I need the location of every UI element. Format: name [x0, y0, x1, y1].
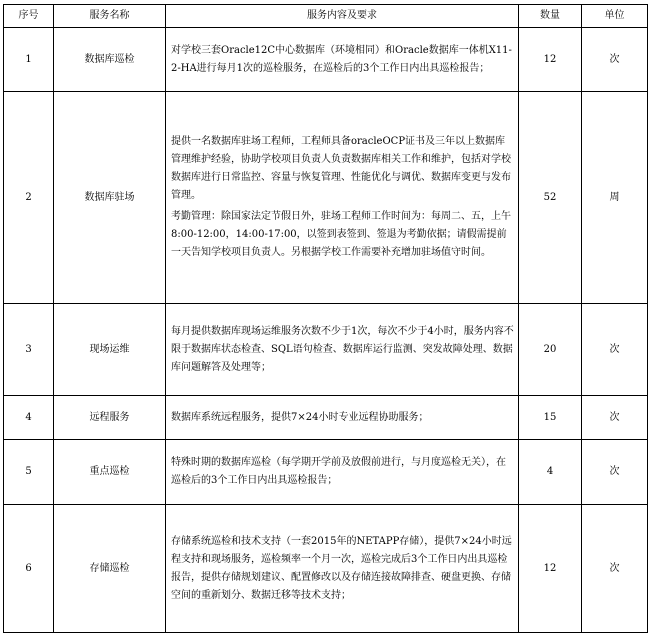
row-service-name: 数据库巡检 — [54, 28, 166, 92]
row-service-content — [166, 28, 519, 92]
table-row — [4, 440, 648, 505]
row-service-name: 数据库驻场 — [54, 92, 166, 304]
content-paragraph: 数据库系统远程服务，提供7×24小时专业远程协助服务； — [171, 411, 429, 423]
row-no: 2 — [4, 92, 54, 304]
row-service-content — [166, 505, 519, 633]
header-service-content: 服务内容及要求 — [166, 5, 519, 28]
row-service-name: 存储巡检 — [54, 505, 166, 633]
row-service-content — [166, 304, 519, 396]
table-row — [4, 396, 648, 440]
row-service-content — [166, 92, 519, 304]
row-unit: 次 — [582, 304, 648, 396]
row-unit: 次 — [582, 28, 648, 92]
row-no: 3 — [4, 304, 54, 396]
service-table — [3, 4, 648, 633]
content-paragraph: 每月提供数据库现场运维服务次数不少于1次，每次不少于4小时，服务内容不限于数据库状态检查、SQL语句检查、数据库运行监测、突发故障处理、数据库问题解答及处理等； — [171, 325, 514, 373]
row-service-name: 重点巡检 — [54, 440, 166, 505]
row-service-name: 远程服务 — [54, 396, 166, 440]
content-paragraph: 特殊时期的数据库巡检（每学期开学前及放假前进行，与月度巡检无关），在巡检后的3个工作日内出具巡检报告； — [171, 457, 506, 486]
row-service-content — [166, 440, 519, 505]
row-quantity: 15 — [519, 396, 582, 440]
row-quantity: 4 — [519, 440, 582, 505]
content-paragraph: 对学校三套Oracle12C中心数据库（环境相同）和Oracle数据库一体机X11-2-HA进行每月1次的巡检服务，在巡检后的3个工作日内出具巡检报告； — [171, 44, 512, 74]
row-unit: 次 — [582, 505, 648, 633]
row-quantity: 12 — [519, 505, 582, 633]
table-row — [4, 304, 648, 396]
row-unit: 周 — [582, 92, 648, 304]
row-no: 5 — [4, 440, 54, 505]
row-unit: 次 — [582, 396, 648, 440]
header-unit: 单位 — [582, 5, 648, 28]
row-service-content — [166, 396, 519, 440]
content-paragraph: 考勤管理：除国家法定节假日外，驻场工程师工作时间为：每周二、五，上午8:00-12:00，14:00-17:00，以签到表签到、签退为考勤依据；请假需提前一天告知学校项目负责人。另根据学校工作需要补充增加驻场值守时间。 — [171, 211, 511, 258]
row-no: 6 — [4, 505, 54, 633]
header-service-name: 服务名称 — [54, 5, 166, 28]
row-quantity: 12 — [519, 28, 582, 92]
row-quantity: 52 — [519, 92, 582, 304]
row-service-name: 现场运维 — [54, 304, 166, 396]
row-no: 1 — [4, 28, 54, 92]
row-unit: 次 — [582, 440, 648, 505]
table-row — [4, 92, 648, 304]
header-no: 序号 — [4, 5, 54, 28]
content-paragraph: 存储系统巡检和技术支持（一套2015年的NETAPP存储），提供7×24小时远程支持和现场服务，巡检频率一个月一次，巡检完成后3个工作日内出具巡检报告，提供存储规划建议、配置修改以及存储连接故障排查、硬盘更换、存储空间的重新划分、数据迁移等技术支持； — [171, 535, 512, 601]
header-quantity: 数量 — [519, 5, 582, 28]
table-row — [4, 505, 648, 633]
content-paragraph: 提供一名数据库驻场工程师，工程师具备oracleOCP证书及三年以上数据库管理维护经验，协助学校项目负责人负责数据库相关工作和维护，包括对学校数据库进行日常监控、容量与恢复管理、性能优化与调优、数据库变更与发布管理。 — [171, 136, 511, 201]
row-no: 4 — [4, 396, 54, 440]
row-quantity: 20 — [519, 304, 582, 396]
table-row — [4, 28, 648, 92]
header-row — [4, 5, 648, 28]
